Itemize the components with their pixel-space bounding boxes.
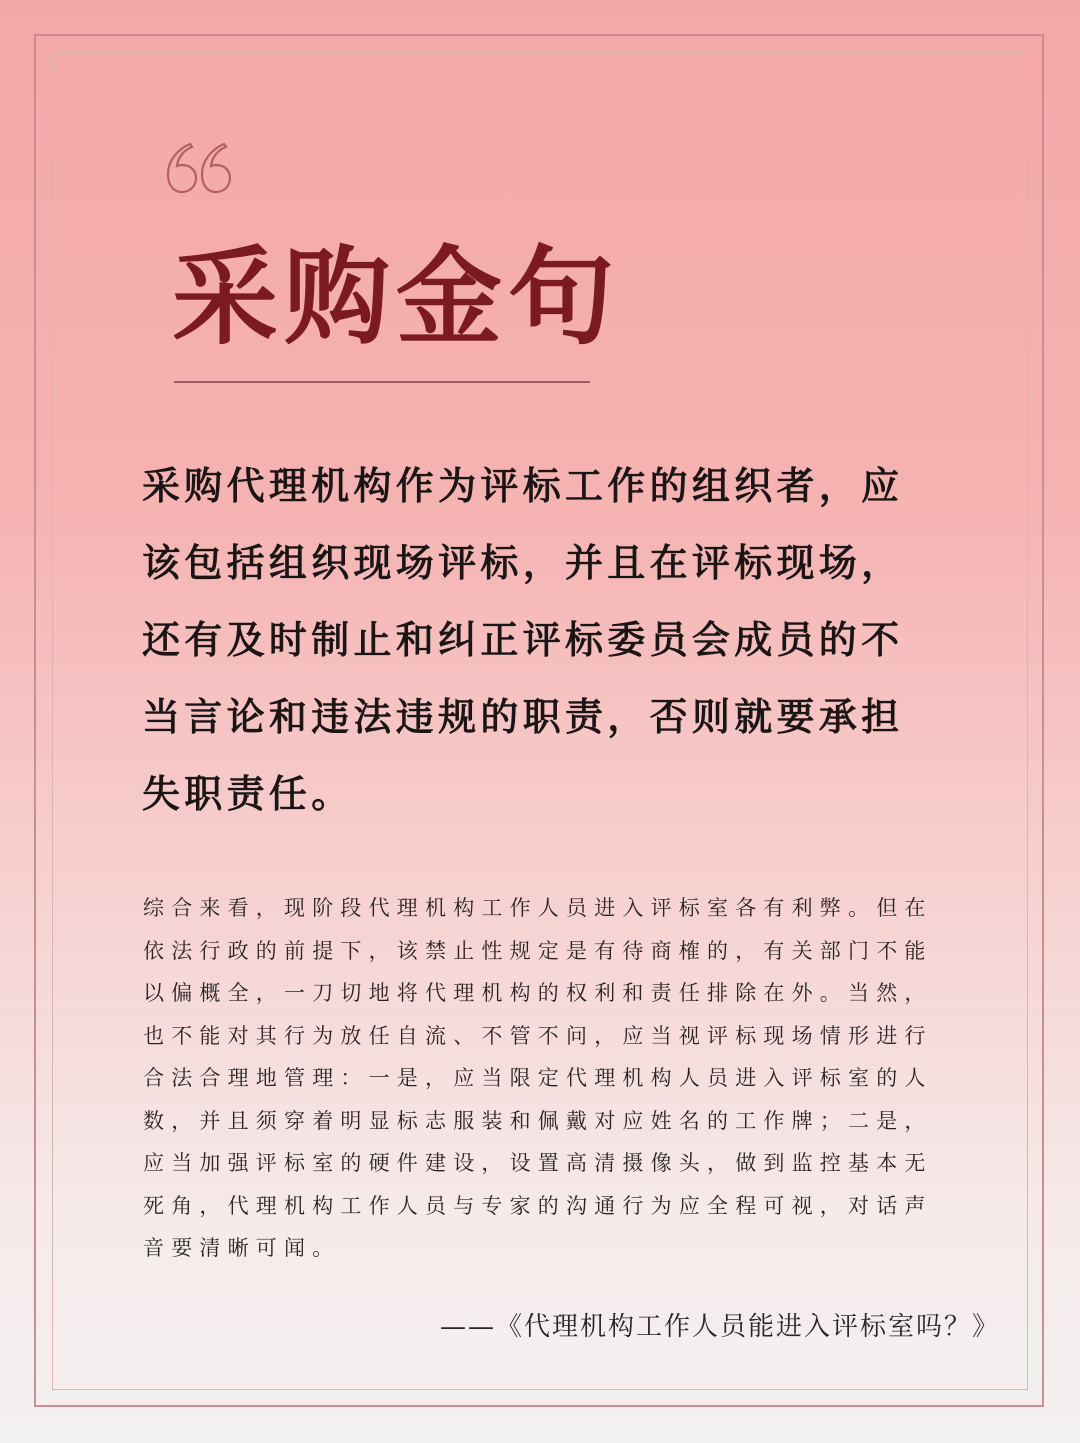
open-quote-icon xyxy=(160,110,240,200)
page-title: 采购金句 xyxy=(172,234,620,359)
title-divider xyxy=(174,381,590,383)
lead-quote: 采购代理机构作为评标工作的组织者，应该包括组织现场评标，并且在评标现场，还有及时制止和纠正评标委员会成员的不当言论和违法违规的职责，否则就要承担失职责任。 xyxy=(142,464,904,816)
body-paragraph: 综合来看，现阶段代理机构工作人员进入评标室各有利弊。但在依法行政的前提下，该禁止性规定是有待商榷的，有关部门不能以偏概全，一刀切地将代理机构的权利和责任排除在外。当然，也不能对其行为放任自流、不管不问，应当视评标现场情形进行合法合理地管理：一是，应当限定代理机构人员进入评标室的人数，并且须穿着明显标志服装和佩戴对应姓名的工作牌；二是，应当加强评标室的硬件建设，设置高清摄像头，做到监控基本无死角，代理机构工作人员与专家的沟通行为应全程可视，对话声音要清晰可闻。 xyxy=(143,896,933,1260)
source-citation: ——《代理机构工作人员能进入评标室吗？》 xyxy=(439,1312,1000,1342)
